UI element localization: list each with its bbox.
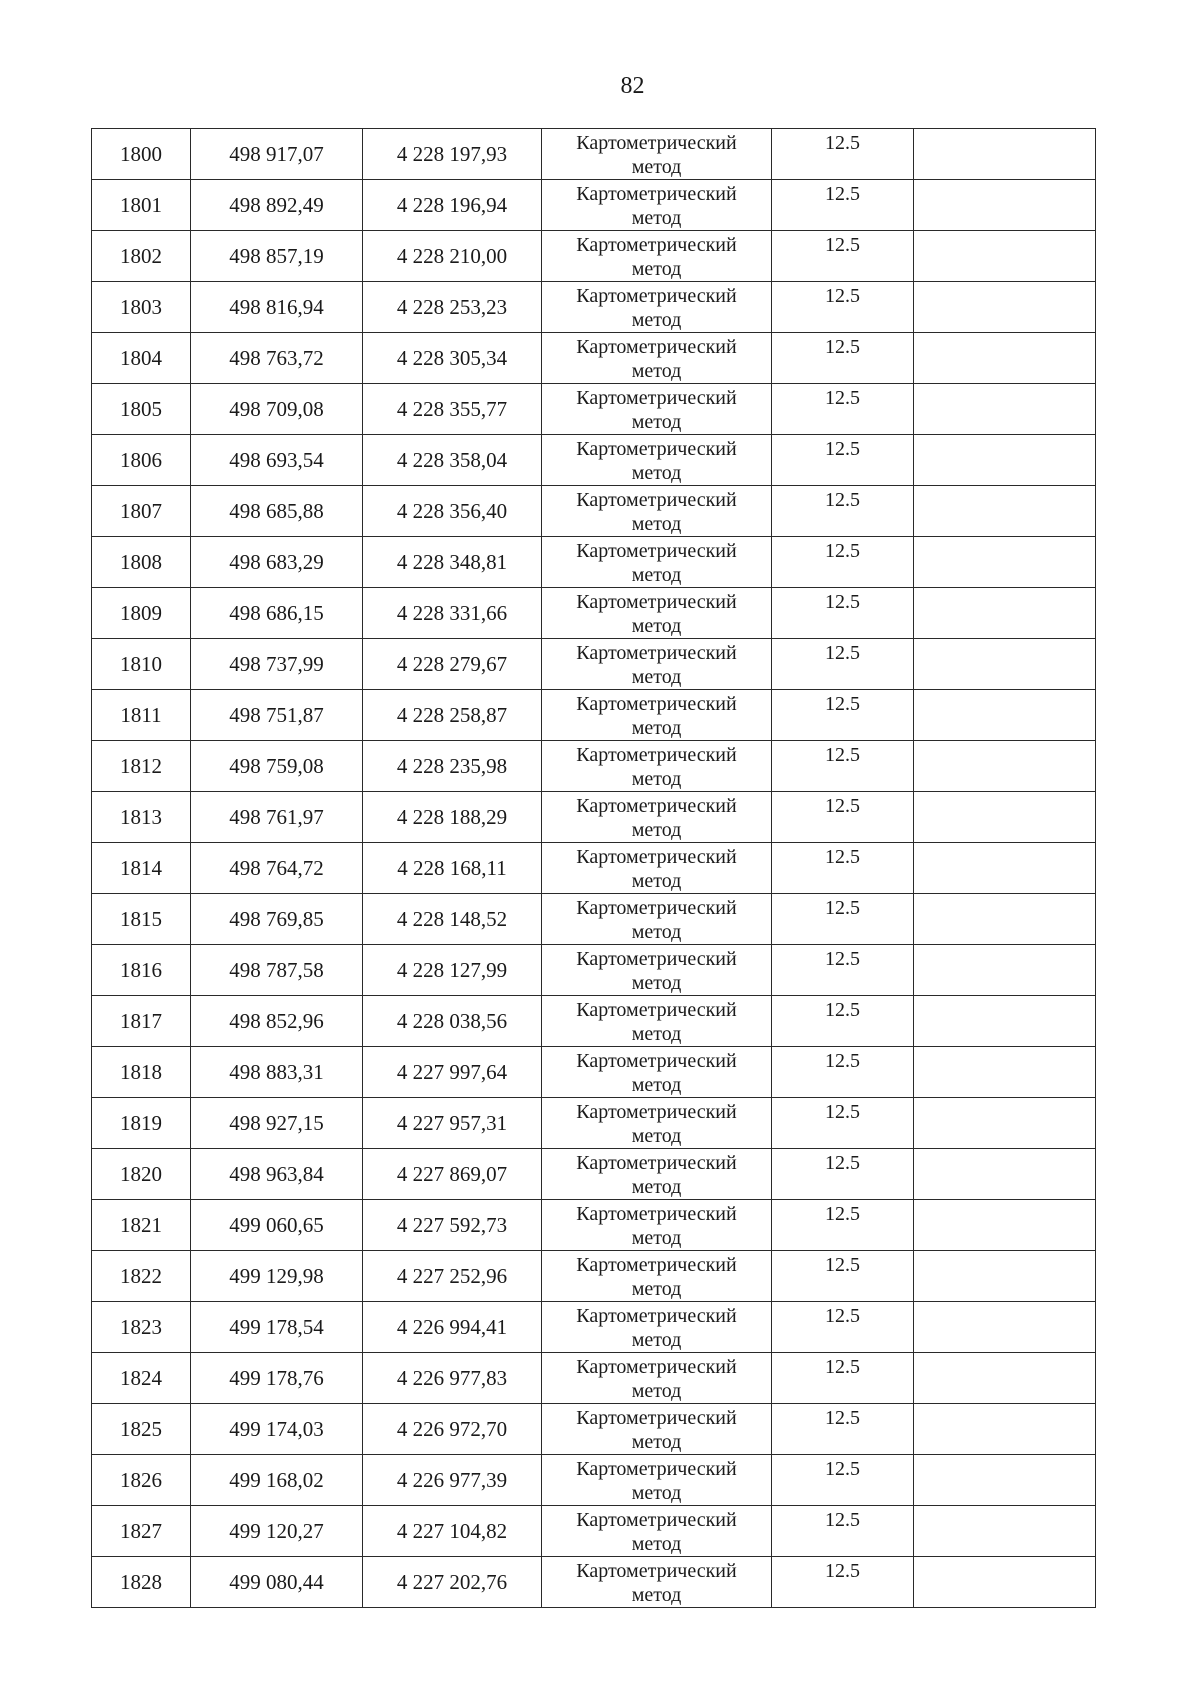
table-row xyxy=(92,384,1096,435)
note-cell xyxy=(914,282,1096,333)
note-cell xyxy=(914,690,1096,741)
note-cell xyxy=(914,435,1096,486)
method-line-2: метод xyxy=(631,768,682,790)
y-coordinate-cell: 4 228 168,11 xyxy=(363,843,542,894)
y-coordinate-cell: 4 226 972,70 xyxy=(363,1404,542,1455)
method-line-2: метод xyxy=(631,717,682,739)
note-cell xyxy=(914,1098,1096,1149)
method-line-1: Картометрический xyxy=(576,1560,737,1582)
x-coordinate-cell: 498 892,49 xyxy=(191,180,363,231)
note-cell xyxy=(914,1455,1096,1506)
x-coordinate-cell: 499 080,44 xyxy=(191,1557,363,1608)
method-line-1: Картометрический xyxy=(576,438,737,460)
x-coordinate-cell: 499 178,76 xyxy=(191,1353,363,1404)
method-line-2: метод xyxy=(631,1125,682,1147)
table-row xyxy=(92,741,1096,792)
table-row xyxy=(92,435,1096,486)
method-cell xyxy=(542,1404,772,1455)
method-line-2: метод xyxy=(631,921,682,943)
point-number-cell: 1816 xyxy=(92,945,191,996)
point-number-cell: 1803 xyxy=(92,282,191,333)
method-line-1: Картометрический xyxy=(576,795,737,817)
table-row xyxy=(92,588,1096,639)
y-coordinate-cell: 4 228 188,29 xyxy=(363,792,542,843)
x-coordinate-cell: 498 759,08 xyxy=(191,741,363,792)
method-line-2: метод xyxy=(631,258,682,280)
x-coordinate-cell: 498 686,15 xyxy=(191,588,363,639)
accuracy-cell: 12.5 xyxy=(772,1149,914,1200)
point-number-cell: 1806 xyxy=(92,435,191,486)
y-coordinate-cell: 4 228 356,40 xyxy=(363,486,542,537)
note-cell xyxy=(914,639,1096,690)
x-coordinate-cell: 498 917,07 xyxy=(191,129,363,180)
method-line-1: Картометрический xyxy=(576,1152,737,1174)
accuracy-cell: 12.5 xyxy=(772,792,914,843)
x-coordinate-cell: 499 120,27 xyxy=(191,1506,363,1557)
note-cell xyxy=(914,843,1096,894)
point-number-cell: 1825 xyxy=(92,1404,191,1455)
point-number-cell: 1812 xyxy=(92,741,191,792)
y-coordinate-cell: 4 227 202,76 xyxy=(363,1557,542,1608)
table-row xyxy=(92,690,1096,741)
accuracy-cell: 12.5 xyxy=(772,129,914,180)
y-coordinate-cell: 4 227 592,73 xyxy=(363,1200,542,1251)
table-row xyxy=(92,1455,1096,1506)
method-line-1: Картометрический xyxy=(576,897,737,919)
y-coordinate-cell: 4 228 258,87 xyxy=(363,690,542,741)
method-line-2: метод xyxy=(631,1533,682,1555)
method-line-2: метод xyxy=(631,1482,682,1504)
method-line-1: Картометрический xyxy=(576,948,737,970)
y-coordinate-cell: 4 227 869,07 xyxy=(363,1149,542,1200)
method-cell xyxy=(542,945,772,996)
accuracy-cell: 12.5 xyxy=(772,843,914,894)
note-cell xyxy=(914,180,1096,231)
y-coordinate-cell: 4 227 104,82 xyxy=(363,1506,542,1557)
x-coordinate-cell: 498 685,88 xyxy=(191,486,363,537)
note-cell xyxy=(914,1353,1096,1404)
x-coordinate-cell: 498 927,15 xyxy=(191,1098,363,1149)
x-coordinate-cell: 499 129,98 xyxy=(191,1251,363,1302)
method-line-1: Картометрический xyxy=(576,693,737,715)
method-line-2: метод xyxy=(631,666,682,688)
method-line-1: Картометрический xyxy=(576,489,737,511)
y-coordinate-cell: 4 226 977,39 xyxy=(363,1455,542,1506)
method-cell xyxy=(542,1149,772,1200)
method-cell xyxy=(542,231,772,282)
accuracy-cell: 12.5 xyxy=(772,333,914,384)
table-row xyxy=(92,639,1096,690)
method-line-1: Картометрический xyxy=(576,1101,737,1123)
method-cell xyxy=(542,1200,772,1251)
point-number-cell: 1820 xyxy=(92,1149,191,1200)
y-coordinate-cell: 4 228 331,66 xyxy=(363,588,542,639)
x-coordinate-cell: 498 709,08 xyxy=(191,384,363,435)
x-coordinate-cell: 499 178,54 xyxy=(191,1302,363,1353)
point-number-cell: 1815 xyxy=(92,894,191,945)
method-line-2: метод xyxy=(631,564,682,586)
method-line-1: Картометрический xyxy=(576,234,737,256)
x-coordinate-cell: 498 761,97 xyxy=(191,792,363,843)
method-line-2: метод xyxy=(631,615,682,637)
table-row xyxy=(92,1200,1096,1251)
table-row xyxy=(92,1302,1096,1353)
table-row xyxy=(92,792,1096,843)
point-number-cell: 1814 xyxy=(92,843,191,894)
accuracy-cell: 12.5 xyxy=(772,1506,914,1557)
note-cell xyxy=(914,741,1096,792)
method-line-1: Картометрический xyxy=(576,846,737,868)
note-cell xyxy=(914,1047,1096,1098)
x-coordinate-cell: 499 174,03 xyxy=(191,1404,363,1455)
accuracy-cell: 12.5 xyxy=(772,537,914,588)
method-line-1: Картометрический xyxy=(576,642,737,664)
note-cell xyxy=(914,1149,1096,1200)
method-cell xyxy=(542,894,772,945)
method-cell xyxy=(542,282,772,333)
y-coordinate-cell: 4 228 197,93 xyxy=(363,129,542,180)
method-cell xyxy=(542,1047,772,1098)
table-row xyxy=(92,333,1096,384)
method-line-2: метод xyxy=(631,156,682,178)
method-line-1: Картометрический xyxy=(576,1050,737,1072)
table-row xyxy=(92,843,1096,894)
method-line-2: метод xyxy=(631,411,682,433)
y-coordinate-cell: 4 228 235,98 xyxy=(363,741,542,792)
method-line-1: Картометрический xyxy=(576,591,737,613)
table-row xyxy=(92,1251,1096,1302)
method-line-2: метод xyxy=(631,1380,682,1402)
accuracy-cell: 12.5 xyxy=(772,282,914,333)
table-row xyxy=(92,1047,1096,1098)
method-cell xyxy=(542,180,772,231)
accuracy-cell: 12.5 xyxy=(772,690,914,741)
note-cell xyxy=(914,996,1096,1047)
method-line-1: Картометрический xyxy=(576,540,737,562)
note-cell xyxy=(914,945,1096,996)
method-cell xyxy=(542,1506,772,1557)
accuracy-cell: 12.5 xyxy=(772,1455,914,1506)
x-coordinate-cell: 498 852,96 xyxy=(191,996,363,1047)
x-coordinate-cell: 499 060,65 xyxy=(191,1200,363,1251)
method-line-2: метод xyxy=(631,972,682,994)
point-number-cell: 1828 xyxy=(92,1557,191,1608)
x-coordinate-cell: 498 751,87 xyxy=(191,690,363,741)
method-cell xyxy=(542,129,772,180)
table-row xyxy=(92,282,1096,333)
point-number-cell: 1801 xyxy=(92,180,191,231)
table-row xyxy=(92,180,1096,231)
page-number: 82 xyxy=(620,73,645,99)
point-number-cell: 1813 xyxy=(92,792,191,843)
point-number-cell: 1817 xyxy=(92,996,191,1047)
accuracy-cell: 12.5 xyxy=(772,996,914,1047)
accuracy-cell: 12.5 xyxy=(772,741,914,792)
table-row xyxy=(92,894,1096,945)
point-number-cell: 1826 xyxy=(92,1455,191,1506)
method-line-2: метод xyxy=(631,1176,682,1198)
method-line-1: Картометрический xyxy=(576,744,737,766)
y-coordinate-cell: 4 226 977,83 xyxy=(363,1353,542,1404)
method-cell xyxy=(542,1455,772,1506)
method-line-1: Картометрический xyxy=(576,183,737,205)
method-cell xyxy=(542,384,772,435)
note-cell xyxy=(914,384,1096,435)
x-coordinate-cell: 499 168,02 xyxy=(191,1455,363,1506)
x-coordinate-cell: 498 769,85 xyxy=(191,894,363,945)
x-coordinate-cell: 498 816,94 xyxy=(191,282,363,333)
method-cell xyxy=(542,1098,772,1149)
note-cell xyxy=(914,537,1096,588)
method-line-2: метод xyxy=(631,462,682,484)
x-coordinate-cell: 498 963,84 xyxy=(191,1149,363,1200)
note-cell xyxy=(914,231,1096,282)
table-row xyxy=(92,1506,1096,1557)
x-coordinate-cell: 498 764,72 xyxy=(191,843,363,894)
accuracy-cell: 12.5 xyxy=(772,1302,914,1353)
method-cell xyxy=(542,1302,772,1353)
y-coordinate-cell: 4 228 038,56 xyxy=(363,996,542,1047)
y-coordinate-cell: 4 228 253,23 xyxy=(363,282,542,333)
x-coordinate-cell: 498 683,29 xyxy=(191,537,363,588)
method-cell xyxy=(542,333,772,384)
method-cell xyxy=(542,843,772,894)
point-number-cell: 1821 xyxy=(92,1200,191,1251)
note-cell xyxy=(914,792,1096,843)
accuracy-cell: 12.5 xyxy=(772,1251,914,1302)
method-cell xyxy=(542,1557,772,1608)
note-cell xyxy=(914,1506,1096,1557)
accuracy-cell: 12.5 xyxy=(772,1404,914,1455)
table-row xyxy=(92,537,1096,588)
method-cell xyxy=(542,996,772,1047)
method-cell xyxy=(542,639,772,690)
accuracy-cell: 12.5 xyxy=(772,1557,914,1608)
note-cell xyxy=(914,1404,1096,1455)
y-coordinate-cell: 4 228 148,52 xyxy=(363,894,542,945)
method-line-2: метод xyxy=(631,360,682,382)
y-coordinate-cell: 4 227 252,96 xyxy=(363,1251,542,1302)
method-line-2: метод xyxy=(631,1074,682,1096)
method-line-1: Картометрический xyxy=(576,387,737,409)
method-line-2: метод xyxy=(631,870,682,892)
method-line-2: метод xyxy=(631,1584,682,1606)
note-cell xyxy=(914,1557,1096,1608)
accuracy-cell: 12.5 xyxy=(772,945,914,996)
method-line-2: метод xyxy=(631,819,682,841)
method-line-1: Картометрический xyxy=(576,285,737,307)
y-coordinate-cell: 4 228 127,99 xyxy=(363,945,542,996)
accuracy-cell: 12.5 xyxy=(772,1200,914,1251)
point-number-cell: 1818 xyxy=(92,1047,191,1098)
method-line-1: Картометрический xyxy=(576,1509,737,1531)
table-row xyxy=(92,231,1096,282)
point-number-cell: 1809 xyxy=(92,588,191,639)
accuracy-cell: 12.5 xyxy=(772,588,914,639)
table-row xyxy=(92,1149,1096,1200)
accuracy-cell: 12.5 xyxy=(772,486,914,537)
method-line-2: метод xyxy=(631,207,682,229)
accuracy-cell: 12.5 xyxy=(772,180,914,231)
y-coordinate-cell: 4 228 348,81 xyxy=(363,537,542,588)
method-line-1: Картометрический xyxy=(576,1203,737,1225)
method-cell xyxy=(542,1353,772,1404)
point-number-cell: 1800 xyxy=(92,129,191,180)
method-line-1: Картометрический xyxy=(576,336,737,358)
coordinates-table-body xyxy=(92,129,1096,1608)
point-number-cell: 1804 xyxy=(92,333,191,384)
point-number-cell: 1823 xyxy=(92,1302,191,1353)
accuracy-cell: 12.5 xyxy=(772,1047,914,1098)
point-number-cell: 1827 xyxy=(92,1506,191,1557)
table-row xyxy=(92,1098,1096,1149)
note-cell xyxy=(914,588,1096,639)
method-cell xyxy=(542,537,772,588)
y-coordinate-cell: 4 227 957,31 xyxy=(363,1098,542,1149)
method-cell xyxy=(542,435,772,486)
point-number-cell: 1819 xyxy=(92,1098,191,1149)
point-number-cell: 1810 xyxy=(92,639,191,690)
x-coordinate-cell: 498 787,58 xyxy=(191,945,363,996)
method-line-2: метод xyxy=(631,309,682,331)
method-line-1: Картометрический xyxy=(576,132,737,154)
method-line-2: метод xyxy=(631,1329,682,1351)
point-number-cell: 1811 xyxy=(92,690,191,741)
accuracy-cell: 12.5 xyxy=(772,384,914,435)
accuracy-cell: 12.5 xyxy=(772,1098,914,1149)
x-coordinate-cell: 498 693,54 xyxy=(191,435,363,486)
method-line-2: метод xyxy=(631,513,682,535)
note-cell xyxy=(914,129,1096,180)
accuracy-cell: 12.5 xyxy=(772,894,914,945)
accuracy-cell: 12.5 xyxy=(772,639,914,690)
method-cell xyxy=(542,486,772,537)
method-line-1: Картометрический xyxy=(576,999,737,1021)
y-coordinate-cell: 4 228 279,67 xyxy=(363,639,542,690)
table-row xyxy=(92,945,1096,996)
note-cell xyxy=(914,333,1096,384)
point-number-cell: 1808 xyxy=(92,537,191,588)
x-coordinate-cell: 498 763,72 xyxy=(191,333,363,384)
method-line-2: метод xyxy=(631,1023,682,1045)
method-line-1: Картометрический xyxy=(576,1254,737,1276)
note-cell xyxy=(914,894,1096,945)
method-line-1: Картометрический xyxy=(576,1356,737,1378)
table-row xyxy=(92,1557,1096,1608)
y-coordinate-cell: 4 226 994,41 xyxy=(363,1302,542,1353)
table-row xyxy=(92,1353,1096,1404)
note-cell xyxy=(914,1200,1096,1251)
method-cell xyxy=(542,690,772,741)
table-row xyxy=(92,486,1096,537)
point-number-cell: 1802 xyxy=(92,231,191,282)
accuracy-cell: 12.5 xyxy=(772,435,914,486)
point-number-cell: 1822 xyxy=(92,1251,191,1302)
table-row xyxy=(92,129,1096,180)
method-line-1: Картометрический xyxy=(576,1458,737,1480)
method-cell xyxy=(542,588,772,639)
method-line-2: метод xyxy=(631,1278,682,1300)
point-number-cell: 1805 xyxy=(92,384,191,435)
note-cell xyxy=(914,486,1096,537)
y-coordinate-cell: 4 228 358,04 xyxy=(363,435,542,486)
x-coordinate-cell: 498 883,31 xyxy=(191,1047,363,1098)
y-coordinate-cell: 4 227 997,64 xyxy=(363,1047,542,1098)
coordinates-table xyxy=(91,128,1096,1608)
method-line-1: Картометрический xyxy=(576,1407,737,1429)
table-row xyxy=(92,1404,1096,1455)
note-cell xyxy=(914,1251,1096,1302)
accuracy-cell: 12.5 xyxy=(772,231,914,282)
y-coordinate-cell: 4 228 305,34 xyxy=(363,333,542,384)
note-cell xyxy=(914,1302,1096,1353)
y-coordinate-cell: 4 228 210,00 xyxy=(363,231,542,282)
y-coordinate-cell: 4 228 355,77 xyxy=(363,384,542,435)
point-number-cell: 1824 xyxy=(92,1353,191,1404)
y-coordinate-cell: 4 228 196,94 xyxy=(363,180,542,231)
x-coordinate-cell: 498 737,99 xyxy=(191,639,363,690)
method-line-2: метод xyxy=(631,1431,682,1453)
method-line-2: метод xyxy=(631,1227,682,1249)
method-cell xyxy=(542,792,772,843)
point-number-cell: 1807 xyxy=(92,486,191,537)
table-row xyxy=(92,996,1096,1047)
x-coordinate-cell: 498 857,19 xyxy=(191,231,363,282)
method-cell xyxy=(542,741,772,792)
method-cell xyxy=(542,1251,772,1302)
accuracy-cell: 12.5 xyxy=(772,1353,914,1404)
method-line-1: Картометрический xyxy=(576,1305,737,1327)
